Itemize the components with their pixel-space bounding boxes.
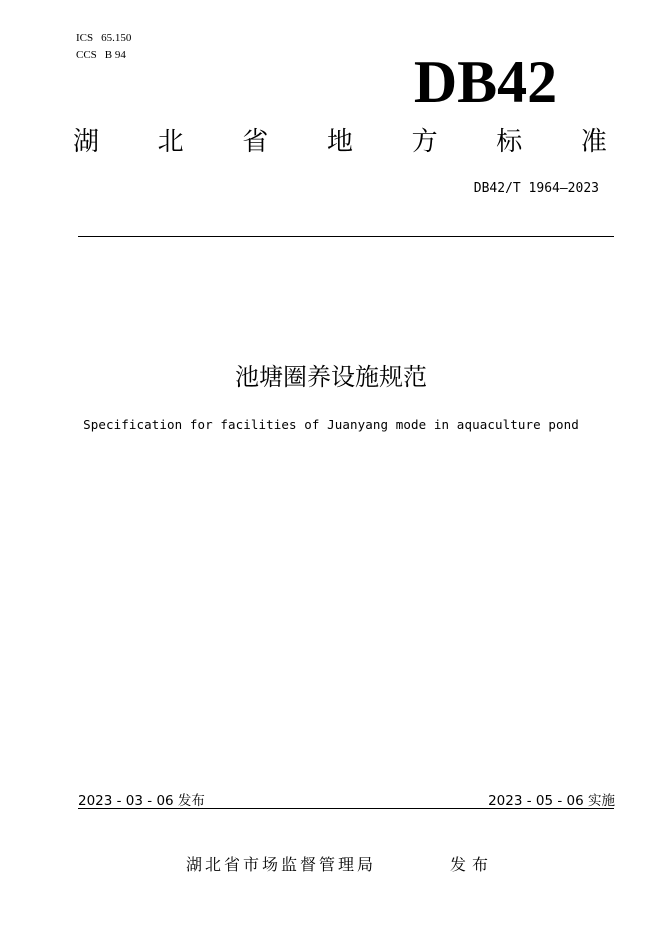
standard-type-char: 准	[580, 127, 607, 157]
standard-type-char: 北	[157, 127, 184, 157]
implementation-date: 2023 - 05 - 06 实施	[488, 793, 615, 809]
ccs-classification	[76, 49, 126, 61]
standard-type-heading	[70, 124, 610, 160]
header-divider	[78, 236, 614, 237]
standard-type-char: 湖	[72, 127, 99, 157]
issue-date: 2023 - 03 - 06 发布	[78, 793, 205, 809]
ics-classification	[76, 32, 131, 44]
issuing-authority: 湖北省市场监督管理局	[186, 855, 377, 874]
document-title-en: Specification for facilities of Juanyang mode in aquaculture pond	[83, 417, 579, 432]
ccs-label: CCS	[76, 49, 97, 61]
issuing-action: 发布	[450, 855, 495, 874]
footer-divider	[78, 808, 614, 809]
standard-number: DB42/T 1964—2023	[473, 181, 599, 196]
ics-label: ICS	[76, 32, 94, 44]
db-logo: DB42	[413, 49, 558, 115]
document-title-zh: 池塘圈养设施规范	[235, 363, 427, 391]
standard-type-char: 方	[411, 127, 438, 157]
ics-code: 65.150	[101, 32, 132, 44]
ccs-code: B 94	[104, 49, 126, 61]
standard-type-char: 地	[326, 127, 353, 157]
standard-type-char: 省	[242, 127, 269, 157]
standard-type-char: 标	[496, 127, 523, 157]
